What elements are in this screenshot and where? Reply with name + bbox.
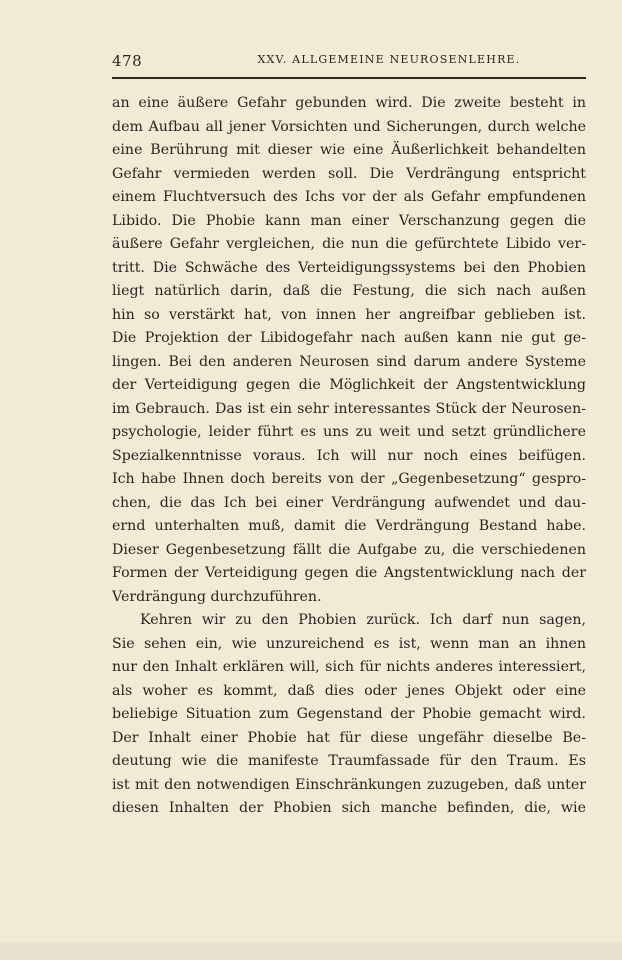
text-line: chen, die das Ich bei einer Verdrängung aufwendet und dau- (112, 494, 586, 511)
text-line: ist mit den notwendigen Einschränkungen zuzugeben, daß unter (112, 776, 586, 793)
text-line: beliebige Situation zum Gegenstand der Phobie gemacht wird. (112, 706, 586, 722)
text-line: liegt natürlich darin, daß die Festung, die sich nach außen (112, 283, 586, 299)
text-line: ernd unterhalten muß, damit die Verdrängung Bestand habe. (112, 518, 586, 534)
text-line: lingen. Bei den anderen Neurosen sind darum andere Systeme (112, 353, 586, 370)
running-head: XXV. ALLGEMEINE NEUROSENLEHRE. (257, 53, 521, 66)
text-line: Kehren wir zu den Phobien zurück. Ich darf nun sagen, (140, 612, 586, 628)
text-line: Der Inhalt einer Phobie hat für diese ungefähr dieselbe Be- (112, 729, 586, 746)
text-line: diesen Inhalten der Phobien sich manche befinden, die, wie (112, 800, 586, 816)
text-line: deutung wie die manifeste Traumfassade für den Traum. Es (112, 753, 586, 769)
text-line: nur den Inhalt erklären will, sich für nichts anderes interessiert, (112, 659, 586, 675)
text-line: Dieser Gegenbesetzung fällt die Aufgabe zu, die verschiedenen (112, 541, 586, 558)
header-rule (112, 77, 586, 79)
paragraph (112, 609, 586, 821)
text-line: als woher es kommt, daß dies oder jenes Objekt oder eine (112, 682, 586, 699)
text-line: hin so verstärkt hat, von innen her angreifbar geblieben ist. (112, 306, 586, 323)
page-number: 478 (112, 52, 143, 70)
text-line: an eine äußere Gefahr gebunden wird. Die zweite besteht in (112, 95, 586, 111)
text-line: tritt. Die Schwäche des Verteidigungssystems bei den Phobien (112, 259, 586, 276)
text-line: Verdrängung durchzuführen. (112, 588, 322, 605)
text-line: Ich habe Ihnen doch bereits von der „Gegenbesetzung“ gespro- (112, 471, 586, 487)
text-line: psychologie, leider führt es uns zu weit und setzt gründlichere (112, 424, 586, 440)
text-line: im Gebrauch. Das ist ein sehr interessantes Stück der Neurosen- (112, 400, 586, 417)
text-line: Sie sehen ein, wie unzureichend es ist, wenn man an ihnen (112, 635, 586, 652)
text-line: äußere Gefahr vergleichen, die nun die gefürchtete Libido ver- (112, 236, 586, 252)
text-line: einem Fluchtversuch des Ichs vor der als Gefahr empfundenen (112, 189, 586, 205)
text-line: dem Aufbau all jener Vorsichten und Sicherungen, durch welche (112, 118, 586, 135)
text-line: Libido. Die Phobie kann man einer Verschanzung gegen die (112, 212, 586, 229)
page-header (112, 52, 586, 76)
paragraph (112, 92, 586, 609)
text-line: Gefahr vermieden werden soll. Die Verdrängung entspricht (112, 165, 586, 182)
page-bottom-edge (0, 942, 622, 960)
body-text (112, 92, 586, 821)
text-line: der Verteidigung gegen die Möglichkeit der Angstentwicklung (112, 377, 586, 393)
text-line: eine Berührung mit dieser wie eine Äußerlichkeit behandelten (112, 142, 586, 158)
text-line: Die Projektion der Libidogefahr nach außen kann nie gut ge- (112, 330, 586, 346)
text-line: Spezialkenntnisse voraus. Ich will nur noch eines beifügen. (112, 447, 586, 464)
text-line: Formen der Verteidigung gegen die Angstentwicklung nach der (112, 565, 586, 581)
